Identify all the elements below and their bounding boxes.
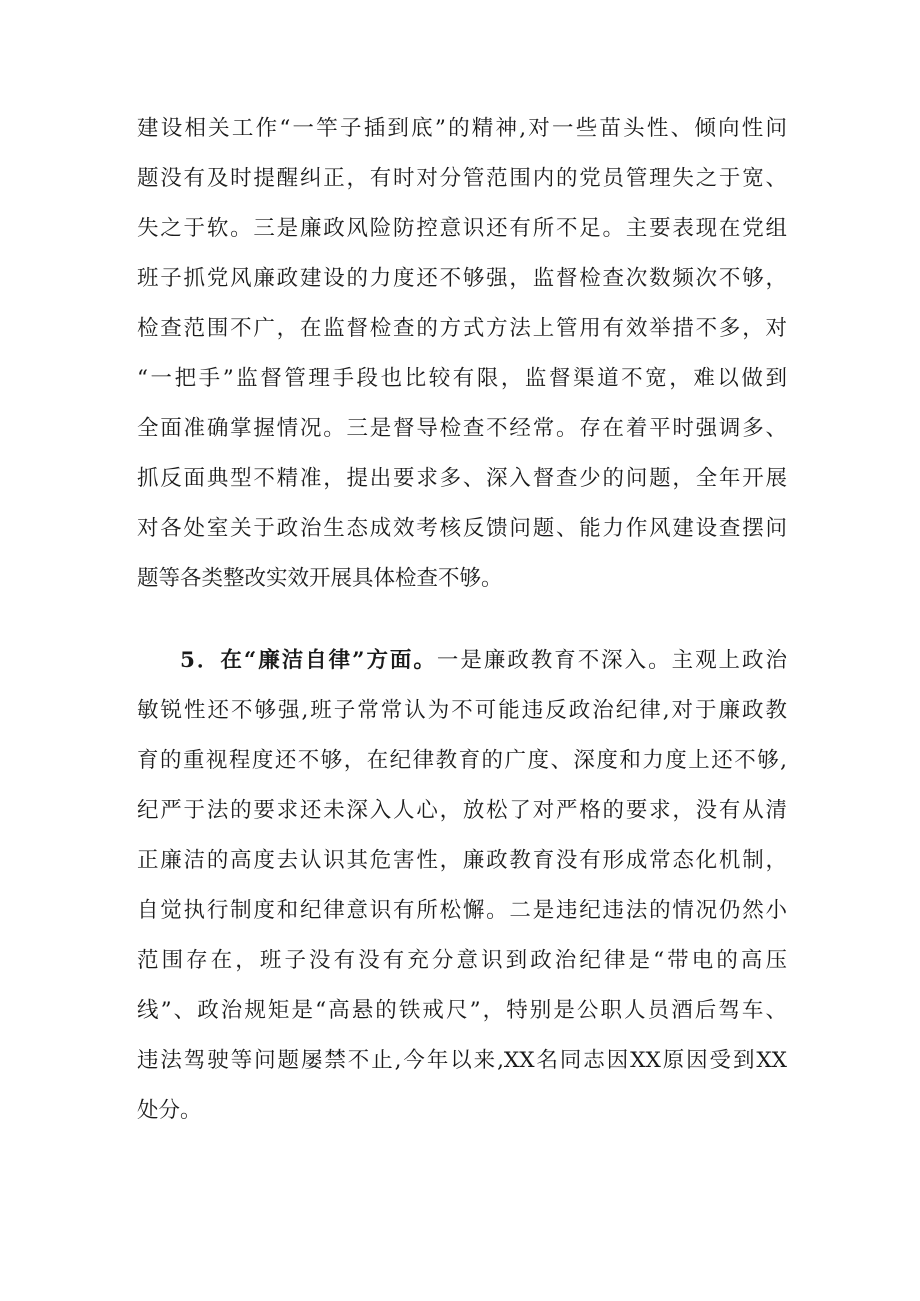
paragraph-line: 检查范围不广，在监督检查的方式方法上管用有效举措不多，对 xyxy=(137,316,787,341)
paragraph-line: 题等各类整改实效开展具体检查不够。 xyxy=(137,566,503,591)
paragraph-line: 自觉执行制度和纪律意识有所松懈。二是违纪违法的情况仍然小 xyxy=(137,898,787,923)
paragraph-line: 敏锐性还不够强,班子常常认为不可能违反政治纪律,对于廉政教 xyxy=(137,698,787,723)
paragraph-line: 失之于软。三是廉政风险防控意识还有所不足。主要表现在党组 xyxy=(137,216,787,241)
section-heading: 5．在“廉洁自律”方面。 xyxy=(180,648,437,673)
paragraph-line-rest: 一是廉政教育不深入。主观上政治 xyxy=(436,648,787,673)
paragraph-line: 线”、政治规矩是“高悬的铁戒尺”，特别是公职人员酒后驾车、 xyxy=(137,998,787,1023)
paragraph-line: 正廉洁的高度去认识其危害性，廉政教育没有形成常态化机制， xyxy=(137,848,787,873)
paragraph-line: 处分。 xyxy=(137,1098,202,1123)
paragraph-line: 纪严于法的要求还未深入人心，放松了对严格的要求，没有从清 xyxy=(137,798,787,823)
paragraph-first-line xyxy=(180,650,787,672)
paragraph-line: 对各处室关于政治生态成效考核反馈问题、能力作风建设查摆问 xyxy=(137,516,787,541)
paragraph-line: 建设相关工作“一竿子插到底”的精神,对一些苗头性、倾向性问 xyxy=(137,116,787,141)
paragraph-line: 范围存在，班子没有没有充分意识到政治纪律是“带电的高压 xyxy=(137,948,787,973)
paragraph-line: 题没有及时提醒纠正，有时对分管范围内的党员管理失之于宽、 xyxy=(137,166,787,191)
paragraph-line: 育的重视程度还不够，在纪律教育的广度、深度和力度上还不够, xyxy=(137,748,787,773)
paragraph-line: 违法驾驶等问题屡禁不止,今年以来,XX名同志因XX原因受到XX xyxy=(137,1048,787,1073)
paragraph-line: 全面准确掌握情况。三是督导检查不经常。存在着平时强调多、 xyxy=(137,416,787,441)
paragraph-line: 班子抓党风廉政建设的力度还不够强，监督检查次数频次不够， xyxy=(137,266,787,291)
paragraph-line: 抓反面典型不精准，提出要求多、深入督查少的问题，全年开展 xyxy=(137,466,787,491)
paragraph-line: “一把手”监督管理手段也比较有限，监督渠道不宽，难以做到 xyxy=(137,366,787,391)
